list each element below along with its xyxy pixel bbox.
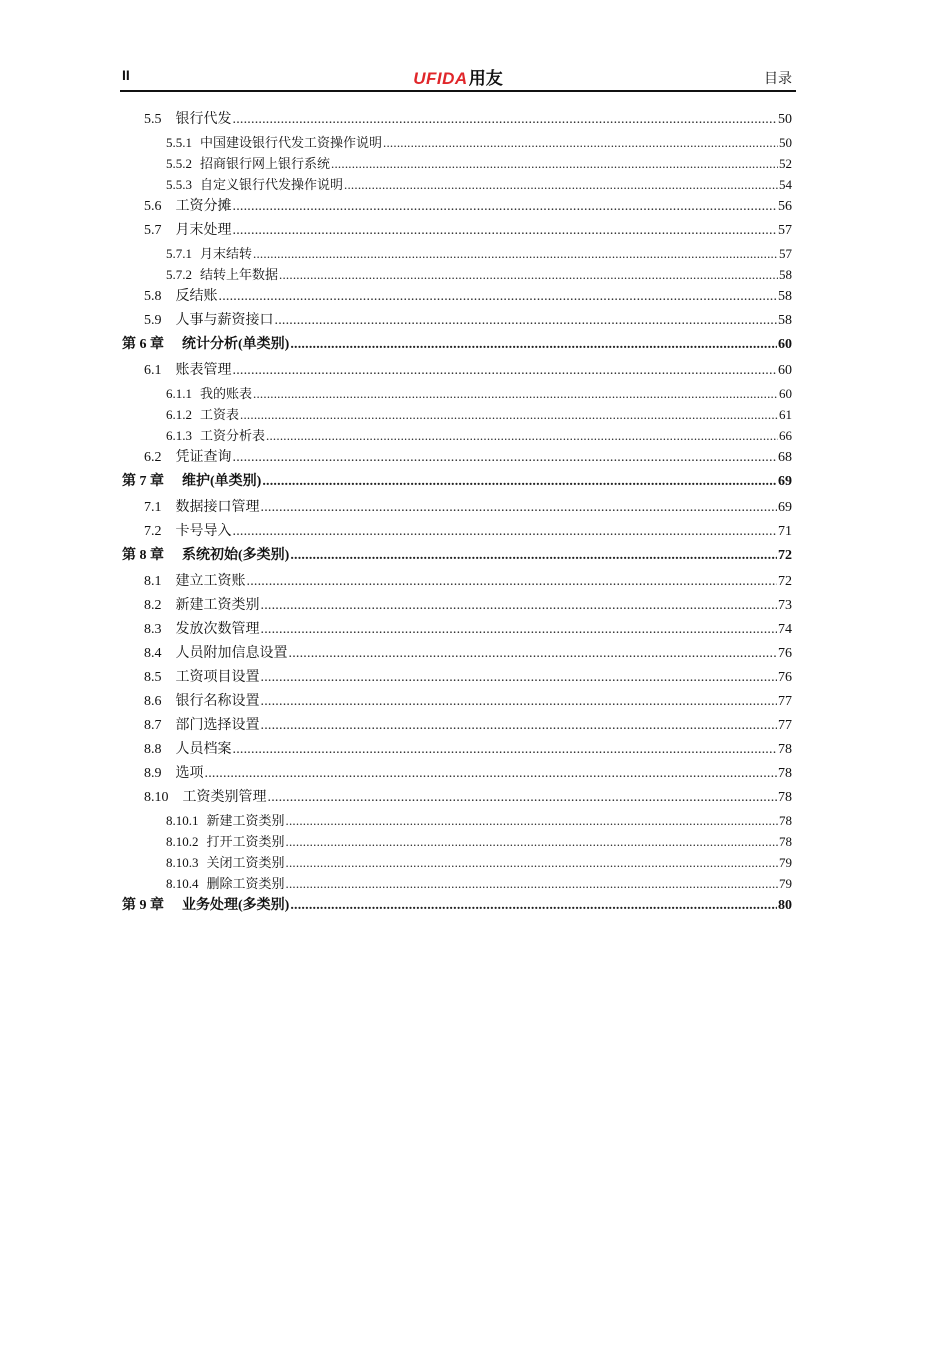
toc-section-entry[interactable]: [120, 762, 792, 786]
toc-entry-page: 69: [778, 474, 792, 489]
toc-entry-page: 78: [779, 813, 792, 828]
toc-entry-label: [144, 108, 232, 128]
toc-entry-title: 删除工资类别: [206, 876, 285, 891]
toc-entry-number: 第 6 章: [122, 337, 164, 352]
toc-entry-number: 8.10.3: [166, 855, 199, 870]
toc-entry-label: [144, 690, 260, 710]
toc-entry-label: [144, 496, 260, 516]
toc-entry-number: 第 7 章: [122, 474, 164, 489]
toc-entry-title: 人员附加信息设置: [175, 646, 288, 661]
toc-dot-leader: [290, 548, 777, 564]
toc-section-entry[interactable]: [120, 243, 792, 264]
toc-entry-number: 6.1.3: [166, 428, 192, 443]
table-of-contents: [120, 108, 792, 920]
toc-entry-title: 工资表: [200, 407, 240, 422]
toc-entry-page: 57: [779, 246, 792, 261]
toc-entry-title: 银行名称设置: [175, 694, 260, 709]
toc-entry-number: 8.1: [144, 574, 162, 589]
toc-entry-number: 5.6: [144, 199, 162, 214]
page-header: [120, 64, 796, 92]
toc-entry-title: 工资类别管理: [182, 790, 267, 805]
toc-entry-page: 68: [778, 450, 792, 465]
toc-dot-leader: [266, 428, 778, 444]
toc-entry-label: [166, 264, 278, 283]
toc-entry-title: 选项: [175, 766, 204, 781]
toc-dot-leader: [275, 313, 778, 329]
toc-entry-page: 54: [779, 177, 792, 192]
toc-entry-label: [166, 831, 285, 850]
toc-section-entry[interactable]: [120, 309, 792, 333]
toc-section-entry[interactable]: [120, 383, 792, 404]
toc-entry-title: 凭证查询: [175, 450, 232, 465]
toc-section-entry[interactable]: [120, 594, 792, 618]
toc-entry-title: 统计分析(单类别): [182, 337, 290, 352]
toc-dot-leader: [253, 246, 778, 262]
section-title: 目录: [764, 71, 792, 87]
toc-dot-leader: [261, 718, 778, 734]
toc-entry-number: 8.5: [144, 670, 162, 685]
toc-entry-page: 80: [778, 898, 792, 913]
toc-entry-title: 关闭工资类别: [206, 855, 285, 870]
toc-dot-leader: [286, 834, 778, 850]
toc-dot-leader: [261, 622, 778, 638]
toc-chapter-entry[interactable]: [120, 544, 792, 570]
toc-chapter-entry[interactable]: [120, 333, 792, 359]
toc-entry-label: [144, 714, 260, 734]
toc-entry-label: [144, 642, 288, 662]
toc-entry-title: 月末结转: [200, 246, 253, 261]
toc-entry-number: 8.9: [144, 766, 162, 781]
toc-entry-page: 78: [779, 834, 792, 849]
toc-section-entry[interactable]: [120, 359, 792, 383]
toc-section-entry[interactable]: [120, 618, 792, 642]
toc-entry-title: 人事与薪资接口: [175, 313, 274, 328]
toc-entry-title: 银行代发: [175, 112, 232, 127]
toc-entry-number: 第 9 章: [122, 898, 164, 913]
toc-entry-label: [122, 333, 289, 353]
toc-dot-leader: [233, 524, 778, 540]
toc-entry-label: [166, 174, 343, 193]
logo-chinese-text: 用友: [468, 69, 503, 88]
toc-section-entry[interactable]: [120, 666, 792, 690]
toc-section-entry[interactable]: [120, 873, 792, 894]
toc-chapter-entry[interactable]: [120, 894, 792, 920]
toc-entry-label: [122, 544, 289, 564]
toc-entry-number: 6.2: [144, 450, 162, 465]
toc-entry-number: 8.10.4: [166, 876, 199, 891]
toc-entry-page: 78: [778, 742, 792, 757]
toc-dot-leader: [383, 135, 778, 151]
toc-entry-page: 56: [778, 199, 792, 214]
toc-dot-leader: [233, 450, 778, 466]
toc-entry-number: 5.7.2: [166, 267, 192, 282]
toc-section-entry[interactable]: [120, 690, 792, 714]
toc-dot-leader: [253, 386, 778, 402]
toc-entry-label: [144, 738, 232, 758]
toc-chapter-entry[interactable]: [120, 470, 792, 496]
toc-entry-label: [144, 762, 204, 782]
toc-entry-page: 60: [779, 386, 792, 401]
toc-entry-title: 自定义银行代发操作说明: [200, 177, 344, 192]
toc-section-entry[interactable]: [120, 153, 792, 174]
toc-section-entry[interactable]: [120, 786, 792, 810]
toc-entry-label: [166, 383, 252, 402]
toc-section-entry[interactable]: [120, 520, 792, 544]
toc-entry-label: [122, 894, 289, 914]
toc-entry-title: 业务处理(多类别): [182, 898, 290, 913]
toc-entry-page: 58: [778, 289, 792, 304]
toc-entry-page: 73: [778, 598, 792, 613]
toc-section-entry[interactable]: [120, 642, 792, 666]
toc-section-entry[interactable]: [120, 831, 792, 852]
logo-latin-text: UFIDA: [413, 69, 468, 88]
toc-dot-leader: [219, 289, 778, 305]
toc-entry-label: [144, 195, 232, 215]
toc-entry-number: 8.7: [144, 718, 162, 733]
toc-dot-leader: [233, 112, 778, 128]
toc-section-entry[interactable]: [120, 714, 792, 738]
toc-section-entry[interactable]: [120, 264, 792, 285]
toc-dot-leader: [233, 199, 778, 215]
toc-dot-leader: [261, 500, 778, 516]
toc-entry-title: 系统初始(多类别): [182, 548, 290, 563]
toc-entry-label: [144, 594, 260, 614]
toc-entry-label: [144, 359, 232, 379]
toc-entry-number: 5.5.3: [166, 177, 192, 192]
toc-entry-number: 8.10: [144, 790, 169, 805]
toc-entry-page: 74: [778, 622, 792, 637]
ufida-logo: [120, 64, 796, 89]
toc-dot-leader: [290, 337, 777, 353]
toc-entry-number: 5.7.1: [166, 246, 192, 261]
toc-entry-number: 8.10.1: [166, 813, 199, 828]
toc-entry-page: 79: [779, 855, 792, 870]
toc-entry-title: 招商银行网上银行系统: [200, 156, 331, 171]
toc-entry-title: 卡号导入: [175, 524, 232, 539]
toc-entry-page: 72: [778, 548, 792, 563]
toc-entry-label: [166, 425, 265, 444]
toc-dot-leader: [261, 694, 778, 710]
toc-dot-leader: [286, 855, 778, 871]
toc-dot-leader: [261, 598, 778, 614]
toc-entry-label: [144, 285, 218, 305]
toc-dot-leader: [290, 898, 777, 914]
toc-section-entry[interactable]: [120, 404, 792, 425]
toc-entry-page: 50: [778, 112, 792, 127]
toc-entry-title: 建立工资账: [175, 574, 246, 589]
toc-entry-number: 7.1: [144, 500, 162, 515]
toc-entry-number: 8.8: [144, 742, 162, 757]
toc-entry-page: 69: [778, 500, 792, 515]
toc-entry-title: 新建工资类别: [175, 598, 260, 613]
toc-section-entry[interactable]: [120, 446, 792, 470]
toc-entry-title: 结转上年数据: [200, 267, 279, 282]
toc-section-entry[interactable]: [120, 108, 792, 132]
toc-entry-number: 5.5.2: [166, 156, 192, 171]
toc-entry-number: 5.5: [144, 112, 162, 127]
toc-entry-label: [144, 786, 267, 806]
toc-entry-page: 78: [778, 766, 792, 781]
page-number: II: [122, 67, 130, 83]
toc-entry-title: 维护(单类别): [182, 474, 262, 489]
toc-entry-page: 77: [778, 694, 792, 709]
toc-section-entry[interactable]: [120, 496, 792, 520]
toc-entry-number: 8.3: [144, 622, 162, 637]
toc-dot-leader: [247, 574, 778, 590]
toc-entry-page: 60: [778, 363, 792, 378]
toc-entry-page: 79: [779, 876, 792, 891]
toc-entry-label: [144, 666, 260, 686]
toc-entry-label: [166, 132, 382, 151]
toc-entry-label: [144, 570, 246, 590]
toc-section-entry[interactable]: [120, 810, 792, 831]
toc-entry-number: 5.5.1: [166, 135, 192, 150]
toc-entry-label: [166, 873, 285, 892]
toc-entry-number: 8.10.2: [166, 834, 199, 849]
toc-section-entry[interactable]: [120, 738, 792, 762]
toc-entry-number: 7.2: [144, 524, 162, 539]
toc-entry-title: 账表管理: [175, 363, 232, 378]
toc-section-entry[interactable]: [120, 195, 792, 219]
toc-entry-page: 61: [779, 407, 792, 422]
toc-entry-label: [166, 404, 239, 423]
toc-dot-leader: [286, 876, 778, 892]
toc-section-entry[interactable]: [120, 852, 792, 873]
toc-entry-number: 6.1.1: [166, 386, 192, 401]
toc-entry-number: 8.4: [144, 646, 162, 661]
toc-entry-title: 工资项目设置: [175, 670, 260, 685]
toc-entry-title: 新建工资类别: [206, 813, 285, 828]
toc-entry-label: [166, 852, 285, 871]
toc-entry-label: [144, 446, 232, 466]
toc-entry-title: 发放次数管理: [175, 622, 260, 637]
toc-dot-leader: [240, 407, 778, 423]
toc-entry-title: 反结账: [175, 289, 218, 304]
toc-dot-leader: [205, 766, 778, 782]
toc-section-entry[interactable]: [120, 285, 792, 309]
toc-entry-title: 月末处理: [175, 223, 232, 238]
toc-entry-label: [144, 618, 260, 638]
toc-entry-page: 76: [778, 670, 792, 685]
toc-dot-leader: [261, 670, 778, 686]
toc-dot-leader: [268, 790, 778, 806]
toc-entry-title: 工资分摊: [175, 199, 232, 214]
toc-section-entry[interactable]: [120, 219, 792, 243]
toc-entry-page: 58: [779, 267, 792, 282]
toc-entry-label: [166, 243, 252, 262]
toc-entry-label: [144, 520, 232, 540]
toc-section-entry[interactable]: [120, 132, 792, 153]
toc-entry-title: 工资分析表: [200, 428, 266, 443]
toc-dot-leader: [233, 742, 778, 758]
toc-dot-leader: [233, 363, 778, 379]
toc-entry-page: 71: [778, 524, 792, 539]
toc-entry-number: 第 8 章: [122, 548, 164, 563]
toc-entry-number: 5.7: [144, 223, 162, 238]
toc-entry-label: [144, 309, 274, 329]
toc-entry-page: 72: [778, 574, 792, 589]
toc-dot-leader: [289, 646, 778, 662]
toc-entry-page: 77: [778, 718, 792, 733]
toc-entry-label: [144, 219, 232, 239]
toc-entry-page: 52: [779, 156, 792, 171]
toc-entry-label: [166, 153, 330, 172]
toc-entry-number: 6.1: [144, 363, 162, 378]
toc-entry-page: 50: [779, 135, 792, 150]
toc-entry-title: 部门选择设置: [175, 718, 260, 733]
toc-section-entry[interactable]: [120, 425, 792, 446]
toc-dot-leader: [331, 156, 778, 172]
toc-entry-page: 57: [778, 223, 792, 238]
toc-entry-title: 打开工资类别: [206, 834, 285, 849]
toc-entry-page: 60: [778, 337, 792, 352]
toc-entry-label: [166, 810, 285, 829]
toc-entry-page: 78: [778, 790, 792, 805]
toc-entry-title: 数据接口管理: [175, 500, 260, 515]
toc-section-entry[interactable]: [120, 174, 792, 195]
toc-entry-page: 58: [778, 313, 792, 328]
toc-entry-label: [122, 470, 261, 490]
toc-entry-title: 我的账表: [200, 386, 253, 401]
toc-entry-page: 66: [779, 428, 792, 443]
toc-entry-number: 6.1.2: [166, 407, 192, 422]
toc-entry-title: 中国建设银行代发工资操作说明: [200, 135, 383, 150]
toc-section-entry[interactable]: [120, 570, 792, 594]
toc-dot-leader: [344, 177, 778, 193]
toc-entry-page: 76: [778, 646, 792, 661]
toc-entry-number: 8.6: [144, 694, 162, 709]
toc-entry-number: 8.2: [144, 598, 162, 613]
toc-dot-leader: [233, 223, 778, 239]
toc-dot-leader: [286, 813, 778, 829]
toc-entry-title: 人员档案: [175, 742, 232, 757]
toc-entry-number: 5.8: [144, 289, 162, 304]
toc-dot-leader: [262, 474, 777, 490]
toc-dot-leader: [279, 267, 778, 283]
toc-entry-number: 5.9: [144, 313, 162, 328]
